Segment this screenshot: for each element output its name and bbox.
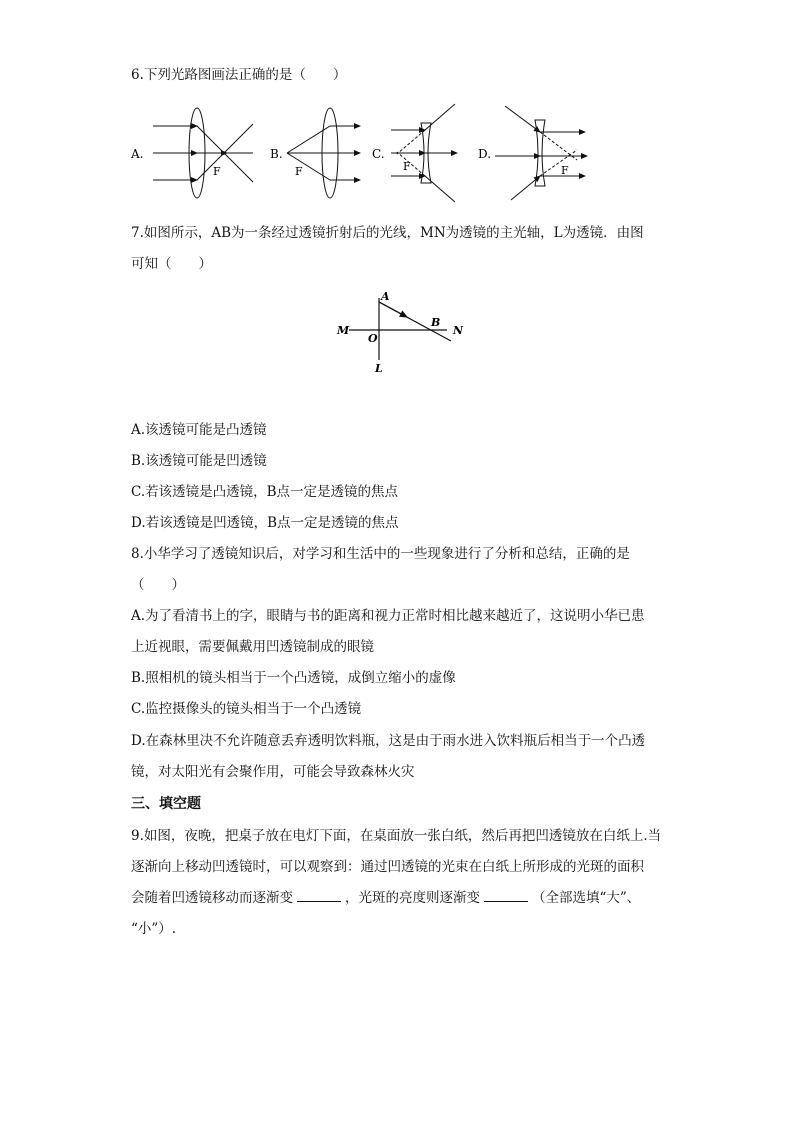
q6-focus-c: F <box>403 160 411 173</box>
q7-label-l: L <box>375 362 383 375</box>
q7-figure <box>335 288 475 378</box>
section-title-fill-blank: 三、填空题 <box>131 796 201 812</box>
q8-choice-d-line2: 镜，对太阳光有会聚作用，可能会导致森林火灾 <box>131 764 415 780</box>
q9-line3-part2: ，光斑的亮度则逐渐变 <box>345 890 480 906</box>
q6-focus-b: F <box>295 165 303 178</box>
q7-choice-c: C.若该透镜是凸透镜，B点一定是透镜的焦点 <box>131 484 399 500</box>
q6-diagram-b <box>287 108 360 198</box>
q9-line3-part3: （全部选填“大”、 <box>532 890 641 906</box>
q9-line4: “小”）. <box>131 921 177 937</box>
q7-label-b: B <box>431 316 441 329</box>
q8-choice-a-line1: A.为了看清书上的字，眼睛与书的距离和视力正常时相比越来越近了，这说明小华已患 <box>131 608 645 624</box>
q9-blank-2[interactable] <box>484 889 528 902</box>
q6-figure <box>125 98 625 208</box>
q7-label-m: M <box>337 324 350 337</box>
q8-stem-line1: 8.小华学习了透镜知识后，对学习和生活中的一些现象进行了分析和总结，正确的是 <box>131 546 630 562</box>
q8-choice-b: B.照相机的镜头相当于一个凸透镜，成倒立缩小的虚像 <box>131 670 456 686</box>
q8-stem-line2: （ ） <box>131 577 185 593</box>
q7-choice-a: A.该透镜可能是凸透镜 <box>131 422 267 438</box>
q6-focus-a: F <box>213 165 221 178</box>
q6-diagram-a <box>153 108 253 198</box>
q7-label-o: O <box>368 332 378 345</box>
q6-stem: 6.下列光路图画法正确的是（ ） <box>131 67 347 83</box>
q8-choice-c: C.监控摄像头的镜头相当于一个凸透镜 <box>131 701 362 717</box>
q9-line1: 9.如图，夜晚，把桌子放在电灯下面，在桌面放一张白纸，然后再把凹透镜放在白纸上.当 <box>131 828 662 844</box>
q7-label-n: N <box>453 324 464 337</box>
q8-choice-a-line2: 上近视眼，需要佩戴用凹透镜制成的眼镜 <box>131 639 374 655</box>
q6-focus-d: F <box>561 164 569 177</box>
q6-option-c-label: C. <box>372 147 385 161</box>
q9-line3-part1: 会随着凹透镜移动而逐渐变 <box>131 890 293 906</box>
q8-choice-d-line1: D.在森林里决不允许随意丢弃透明饮料瓶，这是由于雨水进入饮料瓶后相当于一个凸透 <box>131 733 646 749</box>
q7-choice-d: D.若该透镜是凹透镜，B点一定是透镜的焦点 <box>131 515 399 531</box>
q6-diagram-d <box>495 106 587 200</box>
q6-diagram-c <box>391 104 457 202</box>
q9-line3 <box>131 889 640 907</box>
q7-stem-line2: 可知（ ） <box>131 256 212 272</box>
q7-label-a: A <box>381 290 390 303</box>
q6-option-a-label: A. <box>131 147 144 161</box>
q7-stem-line1: 7.如图所示，AB为一条经过透镜折射后的光线，MN为透镜的主光轴，L为透镜．由图 <box>131 225 644 241</box>
q7-choice-b: B.该透镜可能是凹透镜 <box>131 453 267 469</box>
q6-option-d-label: D. <box>478 147 492 161</box>
q6-option-b-label: B. <box>270 147 283 161</box>
q9-blank-1[interactable] <box>297 889 341 902</box>
q9-line2: 逐渐向上移动凹透镜时，可以观察到：通过凹透镜的光束在白纸上所形成的光斑的面积 <box>131 859 644 875</box>
